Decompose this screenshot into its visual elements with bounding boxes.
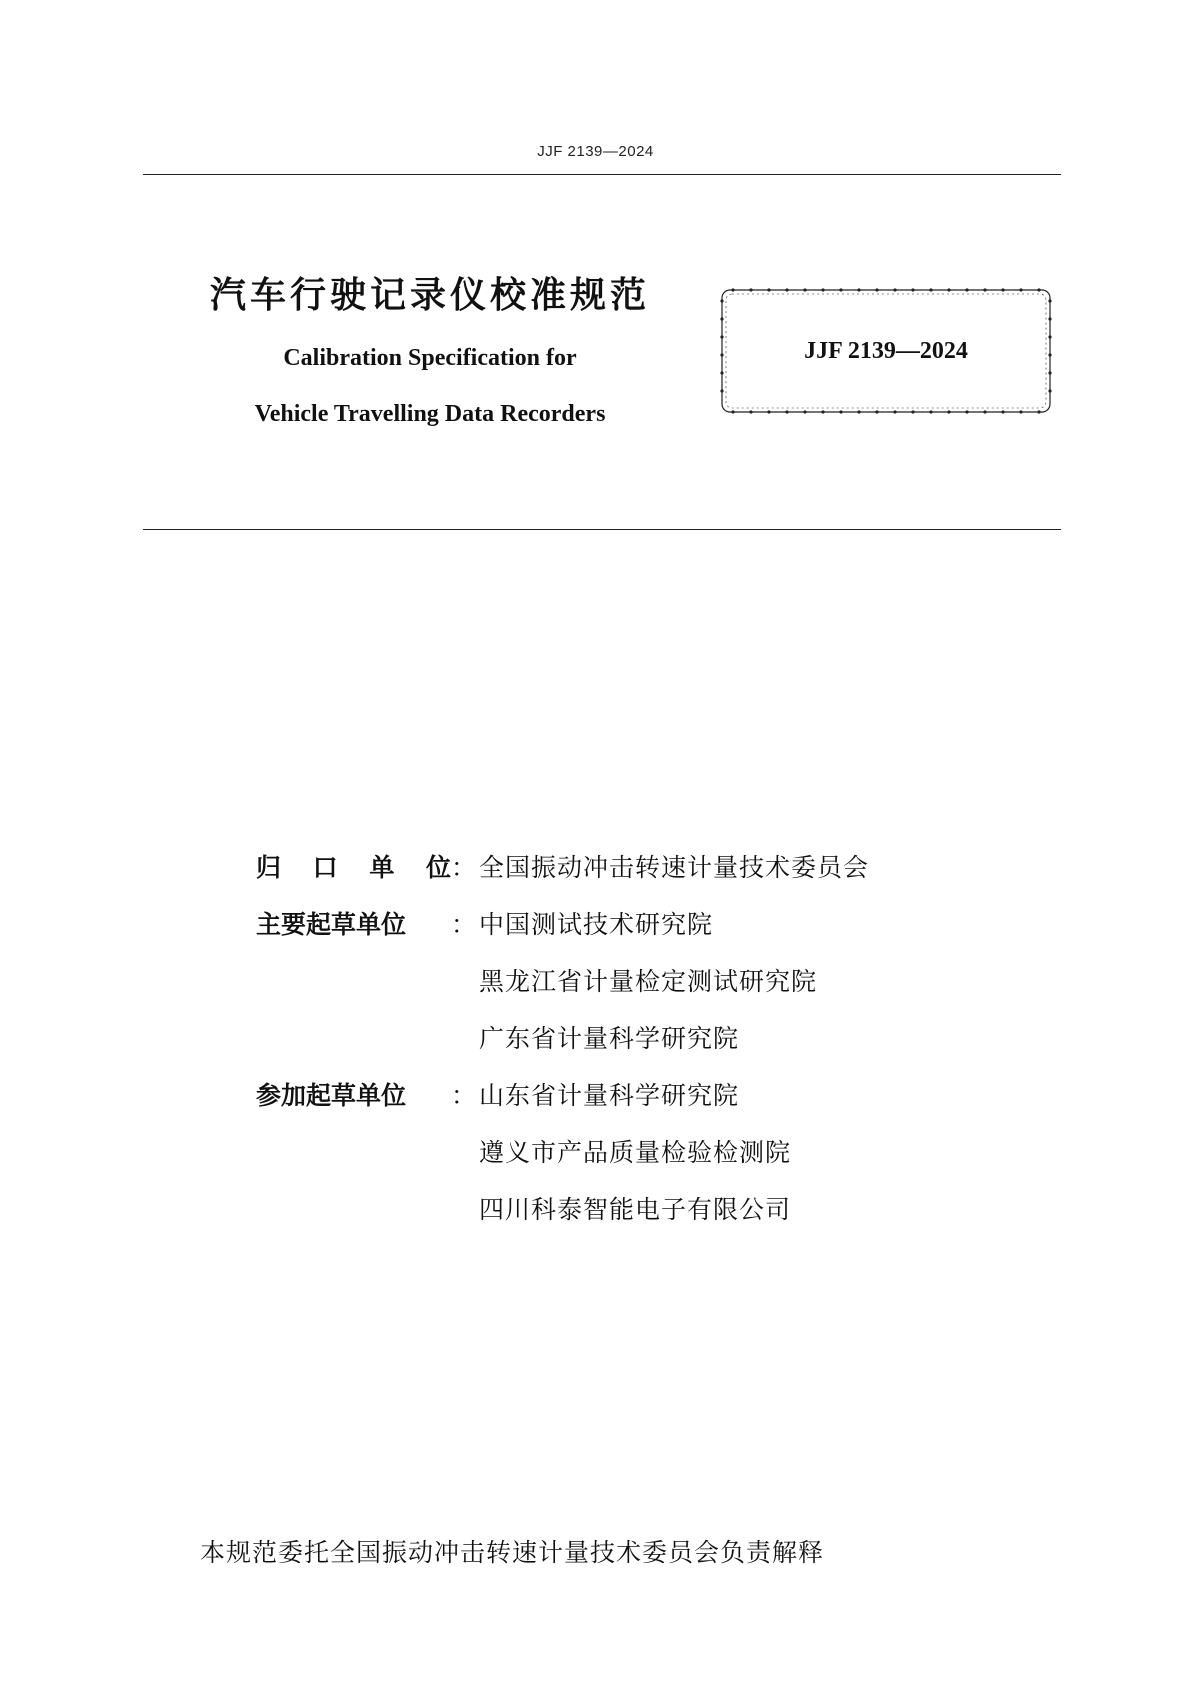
- border-ornament: [893, 288, 896, 291]
- border-ornament: [1048, 371, 1051, 374]
- border-ornament: [983, 288, 986, 291]
- main-drafting-unit: 中国测试技术研究院: [479, 910, 714, 939]
- border-ornament: [893, 410, 896, 413]
- border-ornament: [965, 288, 968, 291]
- label-char: 单: [369, 853, 395, 882]
- main-drafting-row: [256, 962, 869, 1019]
- section-divider: [143, 529, 1061, 530]
- drafting-units: [256, 848, 869, 1247]
- border-ornament: [1019, 410, 1022, 413]
- title-english-line1: Calibration Specification for: [283, 345, 577, 371]
- header-divider: [143, 174, 1061, 175]
- participating-unit: 四川科泰智能电子有限公司: [479, 1195, 792, 1224]
- border-ornament: [1037, 288, 1040, 291]
- standard-code: JJF 2139—2024: [804, 338, 968, 364]
- border-ornament: [839, 288, 842, 291]
- label-char: 位: [425, 853, 451, 882]
- border-ornament: [1001, 410, 1004, 413]
- border-ornament: [731, 410, 734, 413]
- border-ornament: [731, 288, 734, 291]
- border-ornament: [1001, 288, 1004, 291]
- border-ornament: [785, 410, 788, 413]
- border-ornament: [929, 288, 932, 291]
- border-ornament: [803, 288, 806, 291]
- border-ornament: [749, 288, 752, 291]
- border-ornament: [911, 288, 914, 291]
- border-ornament: [720, 371, 723, 374]
- border-ornament: [1019, 288, 1022, 291]
- border-ornament: [821, 410, 824, 413]
- border-ornament: [875, 410, 878, 413]
- border-ornament: [749, 410, 752, 413]
- participating-unit: 山东省计量科学研究院: [479, 1081, 740, 1110]
- header-standard-code: JJF 2139—2024: [537, 143, 654, 160]
- border-ornament: [947, 288, 950, 291]
- border-ornament: [1048, 317, 1051, 320]
- border-ornament: [767, 288, 770, 291]
- title-chinese: 汽车行驶记录仪校准规范: [209, 275, 650, 316]
- border-ornament: [1048, 389, 1051, 392]
- standard-code-box: [719, 287, 1053, 415]
- title-english-line2: Vehicle Travelling Data Recorders: [254, 401, 606, 427]
- participating-unit: 遵义市产品质量检验检测院: [479, 1138, 792, 1167]
- main-drafting-unit: 广东省计量科学研究院: [479, 1024, 740, 1053]
- main-drafting-row: [256, 1019, 869, 1076]
- border-ornament: [857, 288, 860, 291]
- border-ornament: [947, 410, 950, 413]
- border-ornament: [720, 389, 723, 392]
- title-block: [180, 268, 680, 442]
- border-ornament: [803, 410, 806, 413]
- label-char: 归: [256, 853, 282, 882]
- interpretation-note: 本规范委托全国振动冲击转速计量技术委员会负责解释: [200, 1538, 825, 1567]
- border-ornament: [1037, 410, 1040, 413]
- border-ornament: [965, 410, 968, 413]
- border-ornament: [767, 410, 770, 413]
- border-ornament: [911, 410, 914, 413]
- participating-label: 参加起草单位: [256, 1081, 407, 1110]
- responsible-unit-row: 归 口 单 位 ： 全国振动冲击转速计量技术委员会: [256, 848, 869, 905]
- border-ornament: [983, 410, 986, 413]
- label-char: 口: [312, 853, 338, 882]
- border-ornament: [839, 410, 842, 413]
- main-drafting-unit: 黑龙江省计量检定测试研究院: [479, 967, 818, 996]
- border-ornament: [785, 288, 788, 291]
- responsible-unit-label: [256, 848, 451, 884]
- main-drafting-label: 主要起草单位: [256, 910, 407, 939]
- participating-row: [256, 1133, 869, 1190]
- participating-row: [256, 1190, 869, 1247]
- border-ornament: [857, 410, 860, 413]
- border-ornament: [875, 288, 878, 291]
- border-ornament: [720, 299, 723, 302]
- border-ornament: [929, 410, 932, 413]
- participating-row: 参加起草单位 ： 山东省计量科学研究院: [256, 1076, 869, 1133]
- border-ornament: [720, 317, 723, 320]
- border-ornament: [1048, 299, 1051, 302]
- main-drafting-row: 主要起草单位 ： 中国测试技术研究院: [256, 905, 869, 962]
- responsible-unit-value: 全国振动冲击转速计量技术委员会: [479, 853, 870, 882]
- border-ornament: [821, 288, 824, 291]
